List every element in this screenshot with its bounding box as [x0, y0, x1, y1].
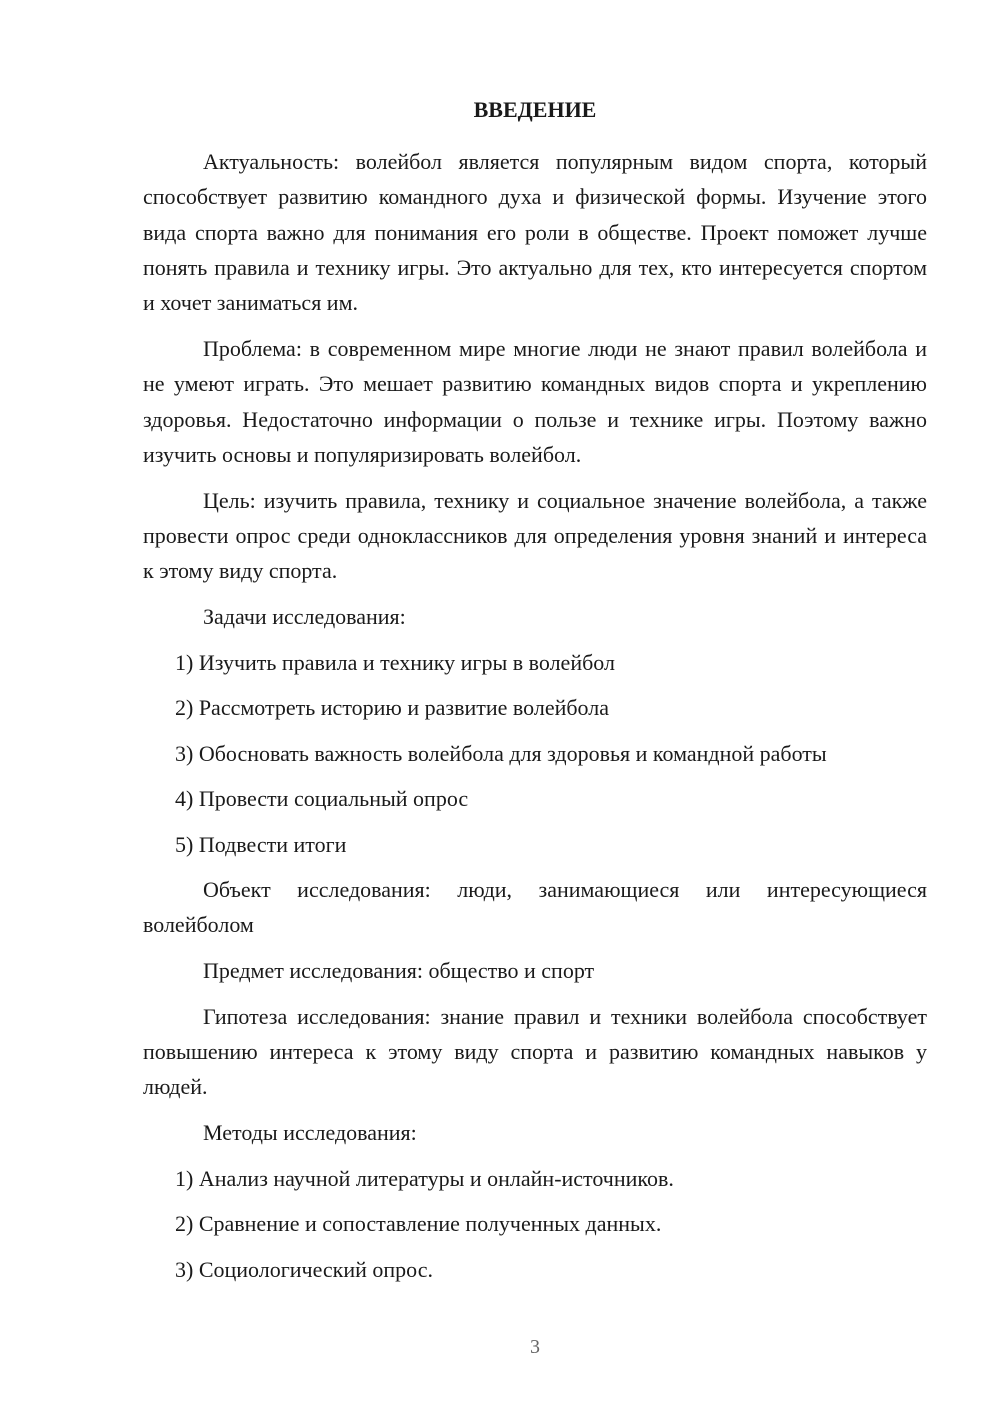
object-paragraph: Объект исследования: люди, занимающиеся или интересующиеся волейболом	[143, 877, 927, 938]
methods-title: Методы исследования:	[203, 1120, 417, 1146]
method-item: 1) Анализ научной литературы и онлайн-источников.	[175, 1165, 674, 1191]
task-item: 2) Рассмотреть историю и развитие волейбола	[175, 695, 610, 721]
hypothesis-paragraph: Гипотеза исследования: знание правил и техники волейбола способствует повышению интереса к этому виду спорта и развитию командных навыков у людей.	[143, 1003, 927, 1100]
task-item: 5) Подвести итоги	[175, 831, 347, 857]
task-item: 1) Изучить правила и технику игры в волейбол	[175, 649, 615, 675]
goal-paragraph: Цель: изучить правила, технику и социальное значение волейбола, а также провести опрос среди одноклассников для определения уровня знаний и интереса к этому виду спорта.	[143, 487, 927, 584]
document-page	[143, 95, 927, 1297]
subject-line: Предмет исследования: общество и спорт	[203, 958, 595, 984]
task-item: 4) Провести социальный опрос	[175, 786, 469, 812]
relevance-paragraph: Актуальность: волейбол является популярным видом спорта, который способствует развитию командного духа и физической формы. Изучение этого вида спорта важно для понимания его роли в обществе. Проект поможет лучше понять правила и технику игры. Это актуально для тех, кто интересуется спортом и хочет заниматься им.	[143, 149, 927, 316]
tasks-title: Задачи исследования:	[203, 604, 406, 630]
section-heading: ВВЕДЕНИЕ	[473, 97, 597, 122]
problem-paragraph: Проблема: в современном мире многие люди не знают правил волейбола и не умеют играть. Это мешает развитию командных видов спорта и укреплению здоровья. Недостаточно информации о пользе и технике игры. Поэтому важно изучить основы и популяризировать волейбол.	[143, 335, 927, 467]
method-item: 2) Сравнение и сопоставление полученных данных.	[175, 1211, 662, 1237]
page-number: 3	[530, 1336, 540, 1358]
task-item: 3) Обосновать важность волейбола для здоровья и командной работы	[175, 740, 827, 766]
method-item: 3) Социологический опрос.	[175, 1256, 433, 1282]
